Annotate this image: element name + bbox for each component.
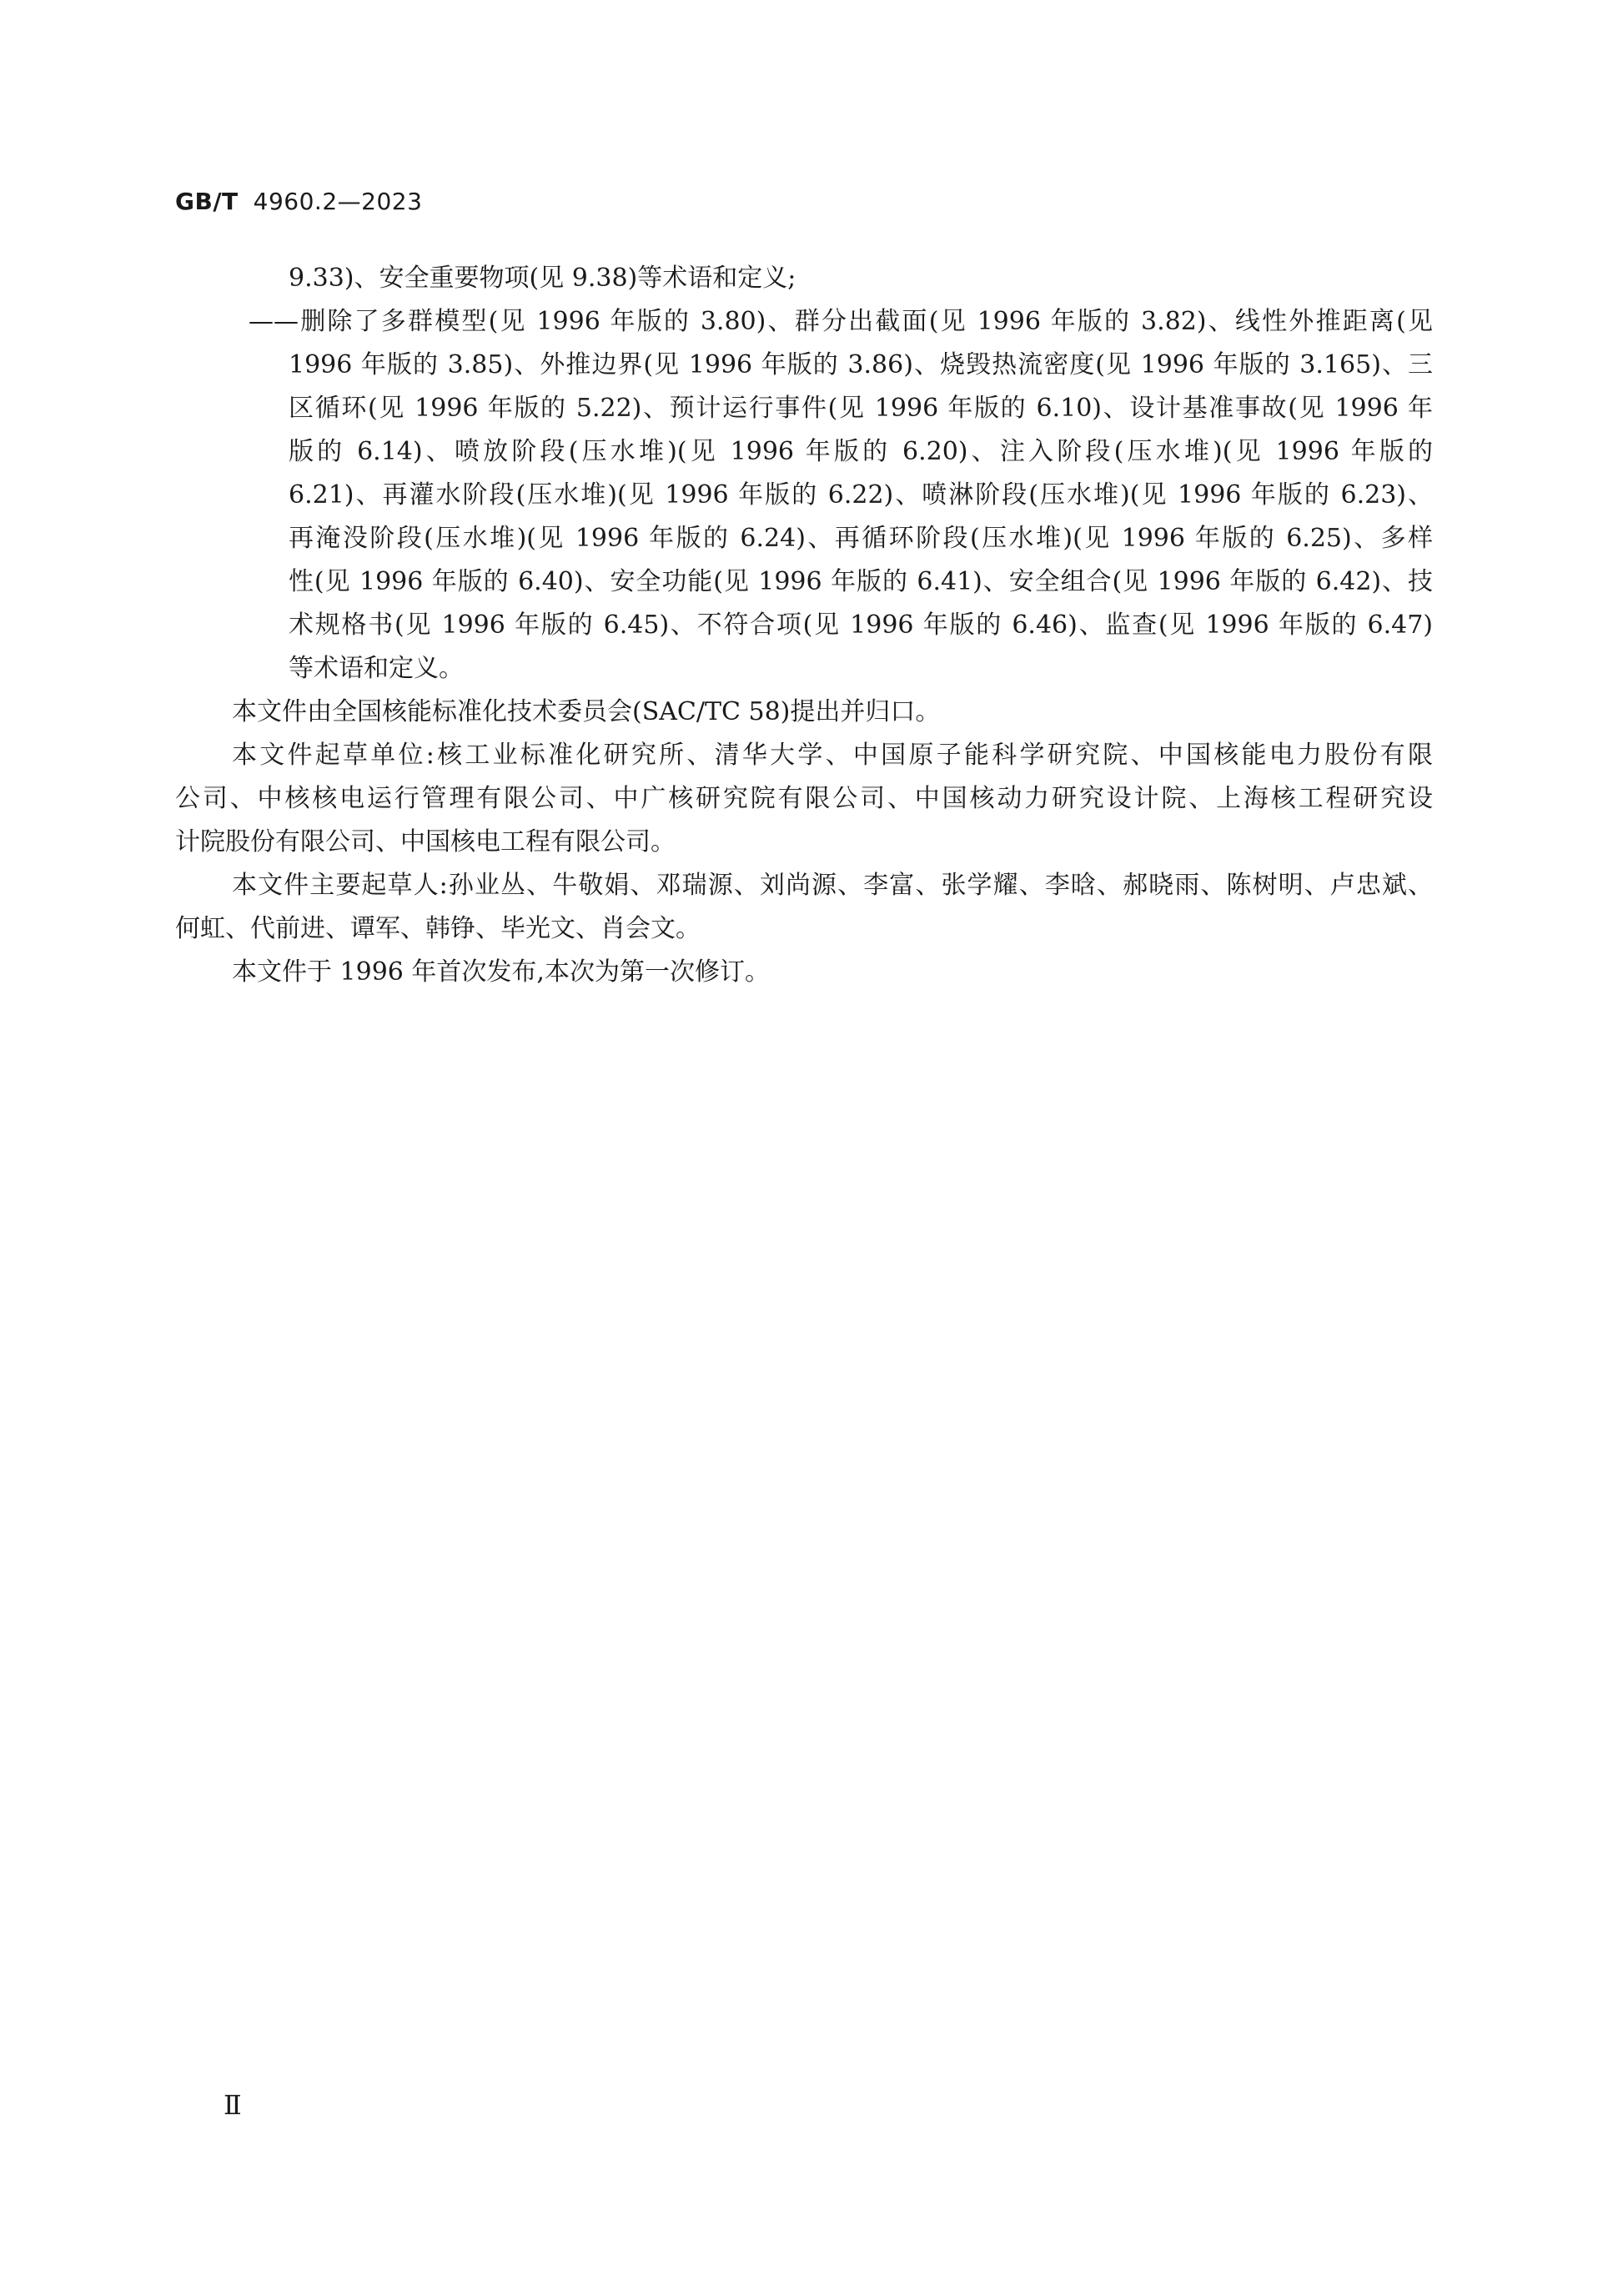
text-line: 版的 6.14)、喷放阶段(压水堆)(见 1996 年版的 6.20)、注入阶段(压水堆)(见 1996 年版的: [289, 437, 1433, 466]
text-line: 等术语和定义。: [289, 654, 464, 683]
text-line: 何虹、代前进、谭军、韩铮、毕光文、肖会文。: [175, 914, 701, 943]
text-line: ——删除了多群模型(见 1996 年版的 3.80)、群分出截面(见 1996 年版的 3.82)、线性外推距离(见: [249, 307, 1433, 336]
text-line: 1996 年版的 3.85)、外推边界(见 1996 年版的 3.86)、烧毁热流密度(见 1996 年版的 3.165)、三: [289, 350, 1433, 379]
text-line: 术规格书(见 1996 年版的 6.45)、不符合项(见 1996 年版的 6.46)、监查(见 1996 年版的 6.47): [289, 610, 1433, 640]
history-paragraph: 本文件于 1996 年首次发布,本次为第一次修订。: [232, 957, 770, 987]
drafting-units-paragraph: [175, 734, 1433, 864]
text-line: 再淹没阶段(压水堆)(见 1996 年版的 6.24)、再循环阶段(压水堆)(见 1996 年版的 6.25)、多样: [289, 524, 1433, 553]
list-item-deleted-terms: [175, 300, 1433, 691]
text-line: 本文件起草单位:核工业标准化研究所、清华大学、中国原子能科学研究院、中国核能电力股份有限: [232, 741, 1433, 770]
drafters-paragraph: [175, 864, 1433, 951]
standard-number: 4960.2—2023: [253, 188, 423, 215]
page-number: Ⅱ: [224, 2089, 240, 2121]
text-line: 公司、中核核电运行管理有限公司、中广核研究院有限公司、中国核动力研究设计院、上海核工程研究设: [175, 784, 1433, 813]
proposal-paragraph: 本文件由全国核能标准化技术委员会(SAC/TC 58)提出并归口。: [232, 697, 941, 726]
text-line: 6.21)、再灌水阶段(压水堆)(见 1996 年版的 6.22)、喷淋阶段(压水堆)(见 1996 年版的 6.23)、: [289, 480, 1433, 510]
text-line: 区循环(见 1996 年版的 5.22)、预计运行事件(见 1996 年版的 6.10)、设计基准事故(见 1996 年: [289, 394, 1433, 423]
list-item-continuation: 9.33)、安全重要物项(见 9.38)等术语和定义;: [289, 264, 796, 293]
text-line: 本文件主要起草人:孙业丛、牛敬娟、邓瑞源、刘尚源、李富、张学耀、李晗、郝晓雨、陈树明、卢忠斌、: [232, 871, 1433, 900]
standard-header: [175, 190, 422, 214]
text-line: 计院股份有限公司、中国核电工程有限公司。: [175, 827, 676, 857]
standard-code: GB/T: [175, 188, 239, 215]
foreword-content: [175, 257, 1433, 994]
text-line: 性(见 1996 年版的 6.40)、安全功能(见 1996 年版的 6.41)、安全组合(见 1996 年版的 6.42)、技: [289, 567, 1433, 596]
